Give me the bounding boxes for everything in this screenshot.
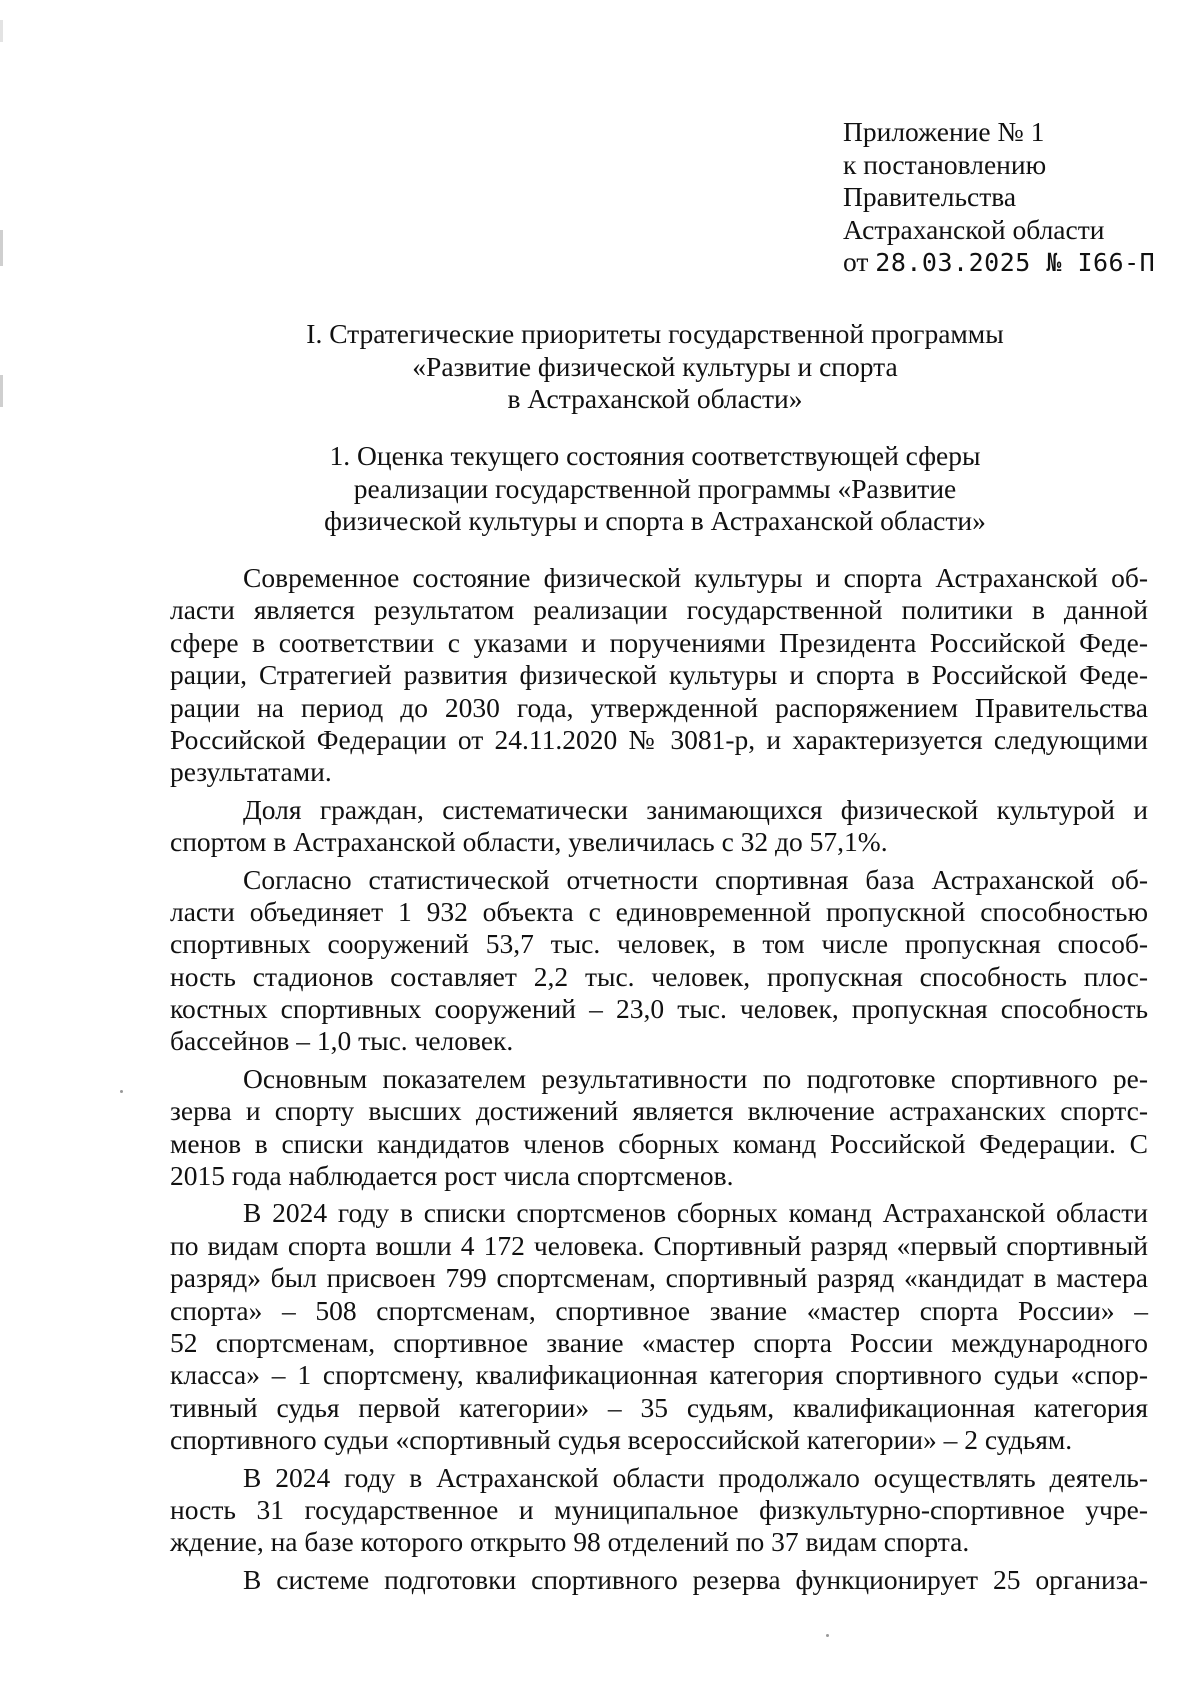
paragraph-line: класса» – 1 спортсмену, квалификационная категория спортивного судьи «спор-: [170, 1359, 1148, 1391]
paragraph-line: разряд» был присвоен 799 спортсменам, спортивный разряд «кандидат в мастера: [170, 1262, 1148, 1294]
paragraph-line: по видам спорта вошли 4 172 человека. Спортивный разряд «первый спортивный: [170, 1229, 1148, 1261]
paragraph-line: В системе подготовки спортивного резерва функционирует 25 организа-: [243, 1563, 1148, 1595]
paragraph-line: спорта» – 508 спортсменам, спортивное звание «мастер спорта России» –: [170, 1294, 1148, 1326]
scan-edge-mark: [0, 230, 3, 266]
paragraph-line: спортом в Астраханской области, увеличилась с 32 до 57,1%.: [170, 826, 888, 858]
subsection-heading-line: физической культуры и спорта в Астраханской области»: [324, 505, 986, 536]
paragraph-line: ность стадионов составляет 2,2 тыс. человек, пропускная способность плос-: [170, 960, 1148, 992]
paragraph-line: Современное состояние физической культуры и спорта Астраханской об-: [243, 562, 1148, 593]
paragraph-line: В 2024 году в списки спортсменов сборных команд Астраханской области: [243, 1197, 1148, 1229]
subsection-heading-line: реализации государственной программы «Развитие: [353, 472, 957, 504]
section-heading-line: «Развитие физической культуры и спорта: [412, 350, 898, 382]
scan-edge-mark: [0, 20, 3, 42]
paragraph: [170, 562, 1148, 789]
paragraph: [170, 1063, 1148, 1193]
subsection-heading: [160, 440, 1150, 538]
scan-speck: [826, 1634, 829, 1637]
paragraph-line: ласти является результатом реализации государственной политики в данной: [170, 594, 1148, 626]
paragraph-line: спортивного судьи «спортивный судья всероссийской категории» – 2 судьям.: [170, 1424, 1073, 1456]
attachment-date-value: 28.03.2025 № I66-П: [875, 248, 1156, 277]
paragraph: [170, 1197, 1148, 1456]
paragraph-line: сфере в соответствии с указами и поручениями Президента Российской Феде-: [170, 626, 1148, 658]
paragraph-line: бассейнов – 1,0 тыс. человек.: [170, 1025, 514, 1057]
section-heading-line: I. Стратегические приоритеты государственной программы: [306, 318, 1004, 349]
paragraph-line: зерва и спорту высших достижений является включение астраханских спортс-: [170, 1095, 1148, 1127]
paragraph: [170, 864, 1148, 1058]
paragraph-line: 2015 года наблюдается рост числа спортсменов.: [170, 1160, 734, 1192]
paragraph-line: ность 31 государственное и муниципальное физкультурно-спортивное учре-: [170, 1493, 1148, 1525]
scan-speck: [120, 1090, 123, 1093]
attachment-line: к постановлению: [843, 148, 1047, 180]
paragraph-line: Российской Федерации от 24.11.2020 № 3081-р, и характеризуется следующими: [170, 723, 1148, 755]
paragraph-line: ласти объединяет 1 932 объекта с единовременной пропускной способностью: [170, 895, 1148, 927]
scan-edge-mark: [0, 375, 3, 407]
attachment-line: Астраханской области: [843, 213, 1105, 245]
paragraph-line: костных спортивных сооружений – 23,0 тыс. человек, пропускная способность: [170, 993, 1148, 1025]
paragraph-line: Согласно статистической отчетности спортивная база Астраханской об-: [243, 863, 1148, 895]
paragraph-line: менов в списки кандидатов членов сборных команд Российской Федерации. С: [170, 1127, 1148, 1159]
paragraph-line: Доля граждан, систематически занимающихся физической культурой и: [243, 793, 1148, 825]
attachment-line: Приложение № 1: [843, 116, 1045, 147]
paragraph: [170, 1462, 1148, 1559]
attachment-date-prefix: от: [843, 246, 869, 277]
paragraph-line: результатами.: [170, 756, 332, 788]
document-body: [170, 562, 1148, 1596]
paragraph: [170, 794, 1148, 859]
paragraph-line: рации, Стратегией развития физической культуры и спорта в Российской Феде-: [170, 659, 1148, 691]
section-heading: [160, 318, 1150, 416]
section-heading-line: в Астраханской области»: [507, 383, 803, 414]
paragraph-line: В 2024 году в Астраханской области продолжало осуществлять деятель-: [243, 1461, 1148, 1493]
paragraph-line: рации на период до 2030 года, утвержденной распоряжением Правительства: [170, 691, 1148, 723]
attachment-date-line: [843, 246, 1183, 280]
paragraph-line: ждение, на базе которого открыто 98 отделений по 37 видам спорта.: [170, 1526, 970, 1558]
attachment-stamp-block: [843, 116, 1183, 280]
paragraph-line: тивный судья первой категории» – 35 судьям, квалификационная категория: [170, 1391, 1148, 1423]
subsection-heading-line: 1. Оценка текущего состояния соответствующей сферы: [329, 440, 981, 471]
paragraph-line: 52 спортсменам, спортивное звание «мастер спорта России международного: [170, 1326, 1148, 1358]
paragraph-line: Основным показателем результативности по подготовке спортивного ре-: [243, 1062, 1148, 1094]
paragraph-line: спортивных сооружений 53,7 тыс. человек, в том числе пропускная способ-: [170, 928, 1148, 960]
attachment-line: Правительства: [843, 181, 1017, 212]
paragraph: [170, 1564, 1148, 1596]
